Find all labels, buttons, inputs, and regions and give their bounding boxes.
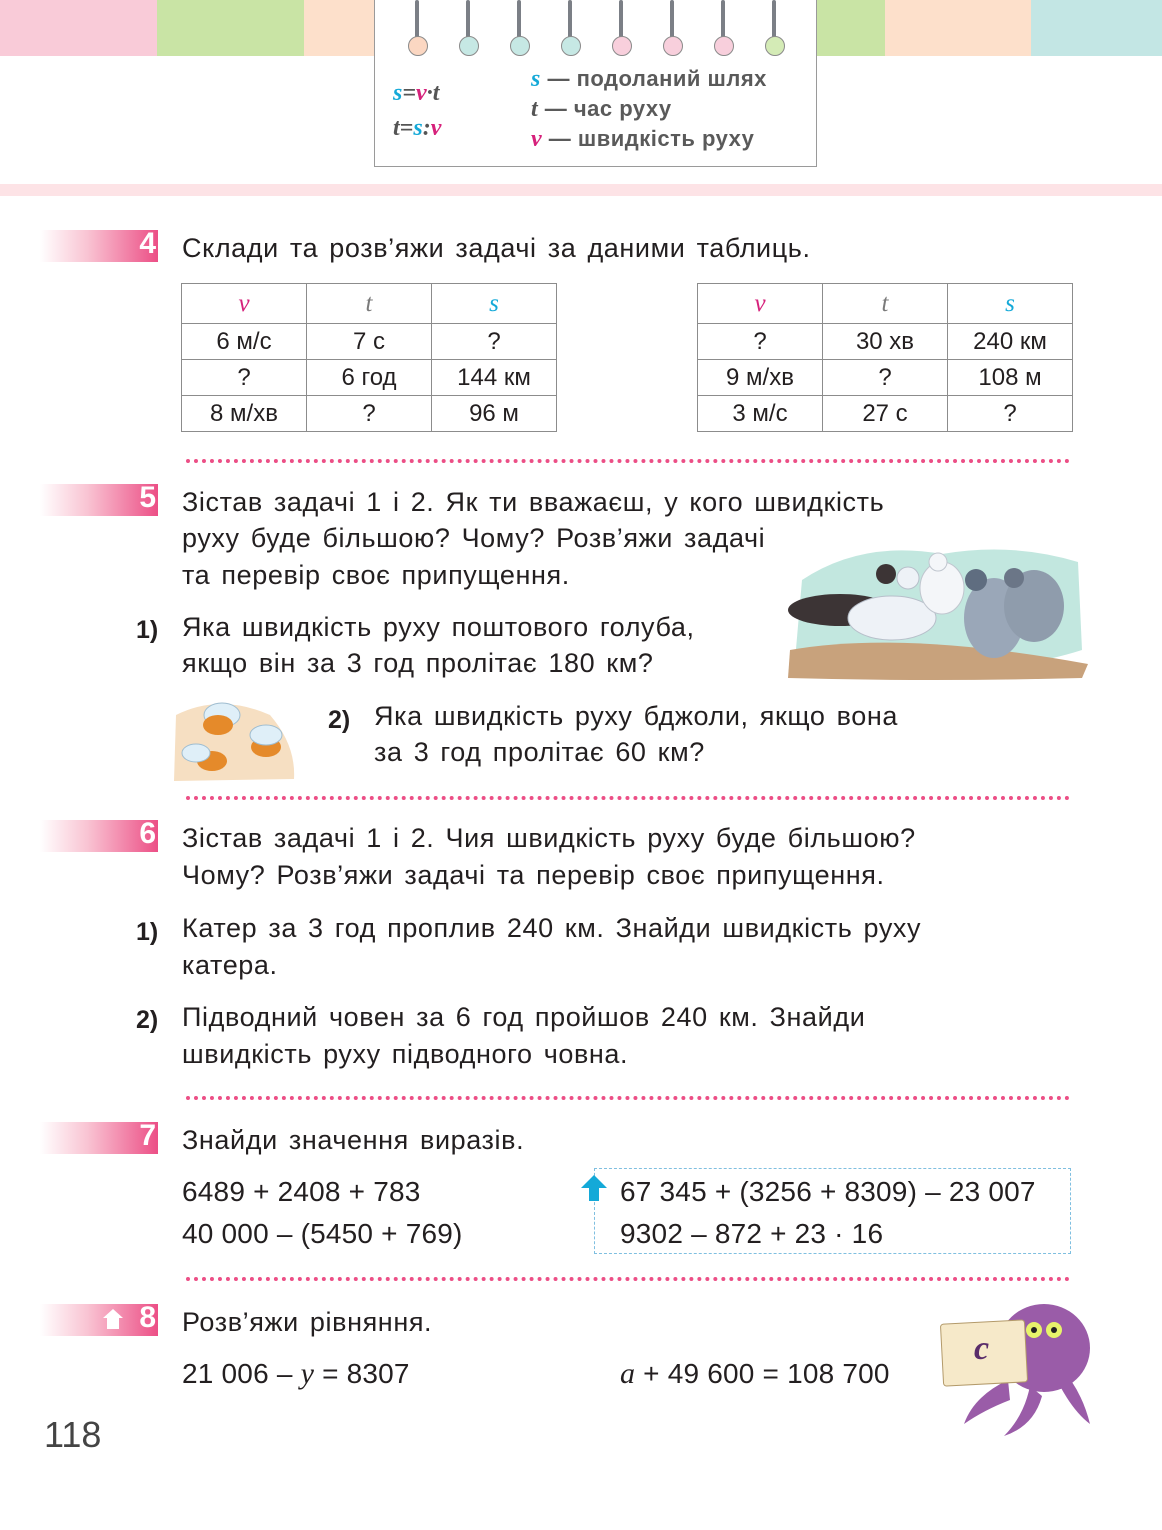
task-number-tab: 8 [40,1304,158,1336]
expression: 6489 + 2408 + 783 [182,1176,421,1207]
task6-line: Чому? Розв’яжи задачі та перевір своє припущення. [182,860,885,890]
up-arrow-icon [580,1174,608,1202]
task6-part2-label: 2) [136,1006,159,1034]
task5-part1-line: якщо він за 3 год пролітає 180 км? [182,648,654,678]
task5-part2-label: 2) [328,706,351,734]
pigeons-illustration [782,540,1090,682]
bees-illustration [170,685,296,781]
task8-text: Розв’яжи рівняння. [182,1307,433,1337]
task-number-tab: 7 [40,1122,158,1154]
expression: 9302 – 872 + 23 · 16 [620,1218,884,1249]
task-number-tab: 4 [40,230,158,262]
task6-part1-line: Катер за 3 год проплив 240 км. Знайди швидкість руху [182,913,922,943]
task6-part1-label: 1) [136,918,159,946]
octopus-illustration [934,1300,1094,1440]
task6-line: Зістав задачі 1 і 2. Чия швидкість руху буде більшою? [182,823,916,853]
equation: a + 49 600 = 108 700 [620,1357,890,1390]
task5-part2-line: Яка швидкість руху бджоли, якщо вона [374,701,898,731]
task5-line: Зістав задачі 1 і 2. Як ти вважаєш, у кого швидкість [182,487,885,517]
task6-part2-line: швидкість руху підводного човна. [182,1039,629,1069]
legend-distance: s — подоланий шлях [531,66,767,92]
task5-line: та перевір своє припущення. [182,560,570,590]
header-divider-strip [0,184,1162,196]
octopus-card-letter: c [974,1330,990,1367]
dotted-separator [186,459,1070,463]
dotted-separator [186,1096,1070,1100]
legend-speed: v — швидкість руху [531,126,755,152]
task5-part1-line: Яка швидкість руху поштового голуба, [182,612,695,642]
spiral-ring-icon [663,0,681,60]
spiral-ring-icon [714,0,732,60]
spiral-ring-icon [408,0,426,60]
task-number-tab: 6 [40,820,158,852]
dotted-separator [186,796,1070,800]
task-number-tab: 5 [40,484,158,516]
page-number: 118 [44,1414,102,1455]
speed-table-2: v t s ? 30 хв 240 км 9 м/хв ? 108 м 3 м/с 27 с ? [697,283,1073,432]
spiral-ring-icon [765,0,783,60]
home-icon [102,1308,124,1330]
spiral-ring-icon [510,0,528,60]
expression: 40 000 – (5450 + 769) [182,1218,463,1249]
spiral-ring-icon [459,0,477,60]
task5-part1-label: 1) [136,616,159,644]
task4-text: Склади та розв’яжи задачі за даними таблиць. [182,233,811,263]
task6-part1-line: катера. [182,950,278,980]
dotted-separator [186,1277,1070,1281]
speed-table-1: v t s 6 м/с 7 с ? ? 6 год 144 км 8 м/хв ? 96 м [181,283,557,432]
task5-part2-line: за 3 год пролітає 60 км? [374,737,705,767]
formula-distance: s=v·t [393,80,440,106]
equation: 21 006 – y = 8307 [182,1357,410,1390]
spiral-ring-icon [561,0,579,60]
expression: 67 345 + (3256 + 8309) – 23 007 [620,1176,1036,1207]
spiral-ring-icon [612,0,630,60]
formula-notebook-box [374,0,817,167]
task5-line: руху буде більшою? Чому? Розв’яжи задачі [182,523,766,553]
legend-time: t — час руху [531,96,672,122]
task6-part2-line: Підводний човен за 6 год пройшов 240 км. Знайди [182,1002,866,1032]
formula-time: t=s:v [393,115,442,141]
task7-text: Знайди значення виразів. [182,1125,525,1155]
